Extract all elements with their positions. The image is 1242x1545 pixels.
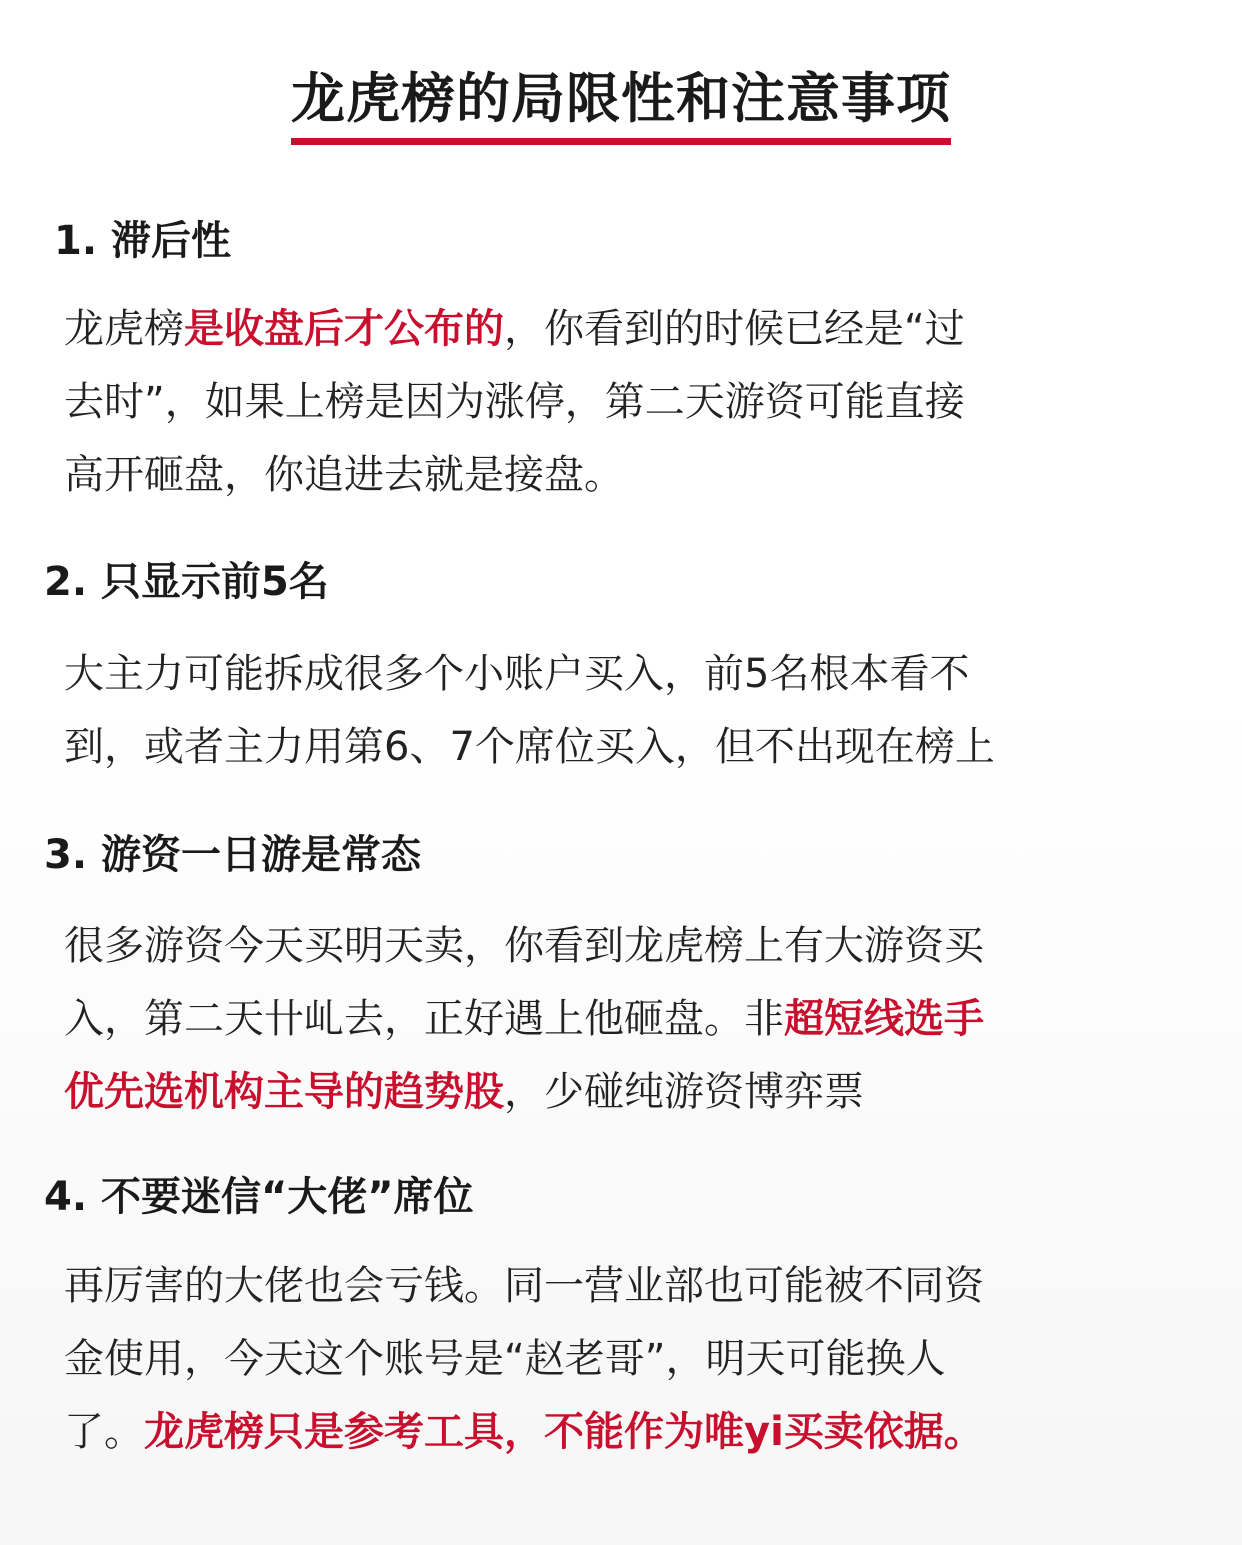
text-run: 高开砸盘，你追进去就是接盘。 (64, 452, 624, 498)
paragraph-line (64, 1056, 1194, 1129)
highlight-run: 超短线选手 (784, 996, 984, 1042)
title-wrap (0, 66, 1242, 145)
paragraph-line (64, 983, 1194, 1056)
text-run: 龙虎榜 (64, 306, 184, 352)
section-heading: 4. 不要迷信“大佬”席位 (44, 1174, 474, 1220)
text-run: 去时”，如果上榜是因为涨停，第二天游资可能直接 (64, 379, 965, 425)
section-paragraph (64, 910, 1194, 1129)
paragraph-line (64, 1323, 1194, 1396)
text-run: ，你看到的时候已经是“过 (504, 306, 965, 352)
text-run: 很多游资今天买明天卖，你看到龙虎榜上有大游资买 (64, 923, 984, 969)
highlight-run: 龙虎榜只是参考工具，不能作为唯yi买卖依据。 (144, 1409, 984, 1455)
text-run: 了。 (64, 1409, 144, 1455)
paragraph-line (64, 439, 1194, 512)
section-paragraph (64, 1250, 1194, 1469)
paragraph-line (64, 1396, 1194, 1469)
highlight-run: 优先选机构主导的趋势股 (64, 1069, 504, 1115)
text-run: 大主力可能拆成很多个小账户买入，前5名根本看不 (64, 651, 970, 697)
paragraph-line (64, 638, 1194, 711)
text-run: 到，或者主力用第6、7个席位买入，但不出现在榜上 (64, 724, 995, 770)
text-run: 再厉害的大佬也会亏钱。同一营业部也可能被不同资 (64, 1263, 984, 1309)
paragraph-line (64, 366, 1194, 439)
section-heading: 1. 滞后性 (54, 218, 231, 264)
section-heading: 2. 只显示前5名 (44, 559, 329, 605)
section-paragraph (64, 638, 1194, 784)
highlight-run: 是收盘后才公布的 (184, 306, 504, 352)
section-paragraph (64, 293, 1194, 512)
paragraph-line (64, 293, 1194, 366)
section-heading: 3. 游资一日游是常态 (44, 832, 421, 878)
paragraph-line (64, 1250, 1194, 1323)
paragraph-line (64, 711, 1194, 784)
page-title: 龙虎榜的局限性和注意事项 (291, 66, 951, 145)
paragraph-line (64, 910, 1194, 983)
text-run: 金使用，今天这个账号是“赵老哥”，明天可能换人 (64, 1336, 946, 1382)
text-run: ，少碰纯游资博弈票 (504, 1069, 864, 1115)
text-run: 入，第二天卄乢去，正好遇上他砸盘。非 (64, 996, 784, 1042)
